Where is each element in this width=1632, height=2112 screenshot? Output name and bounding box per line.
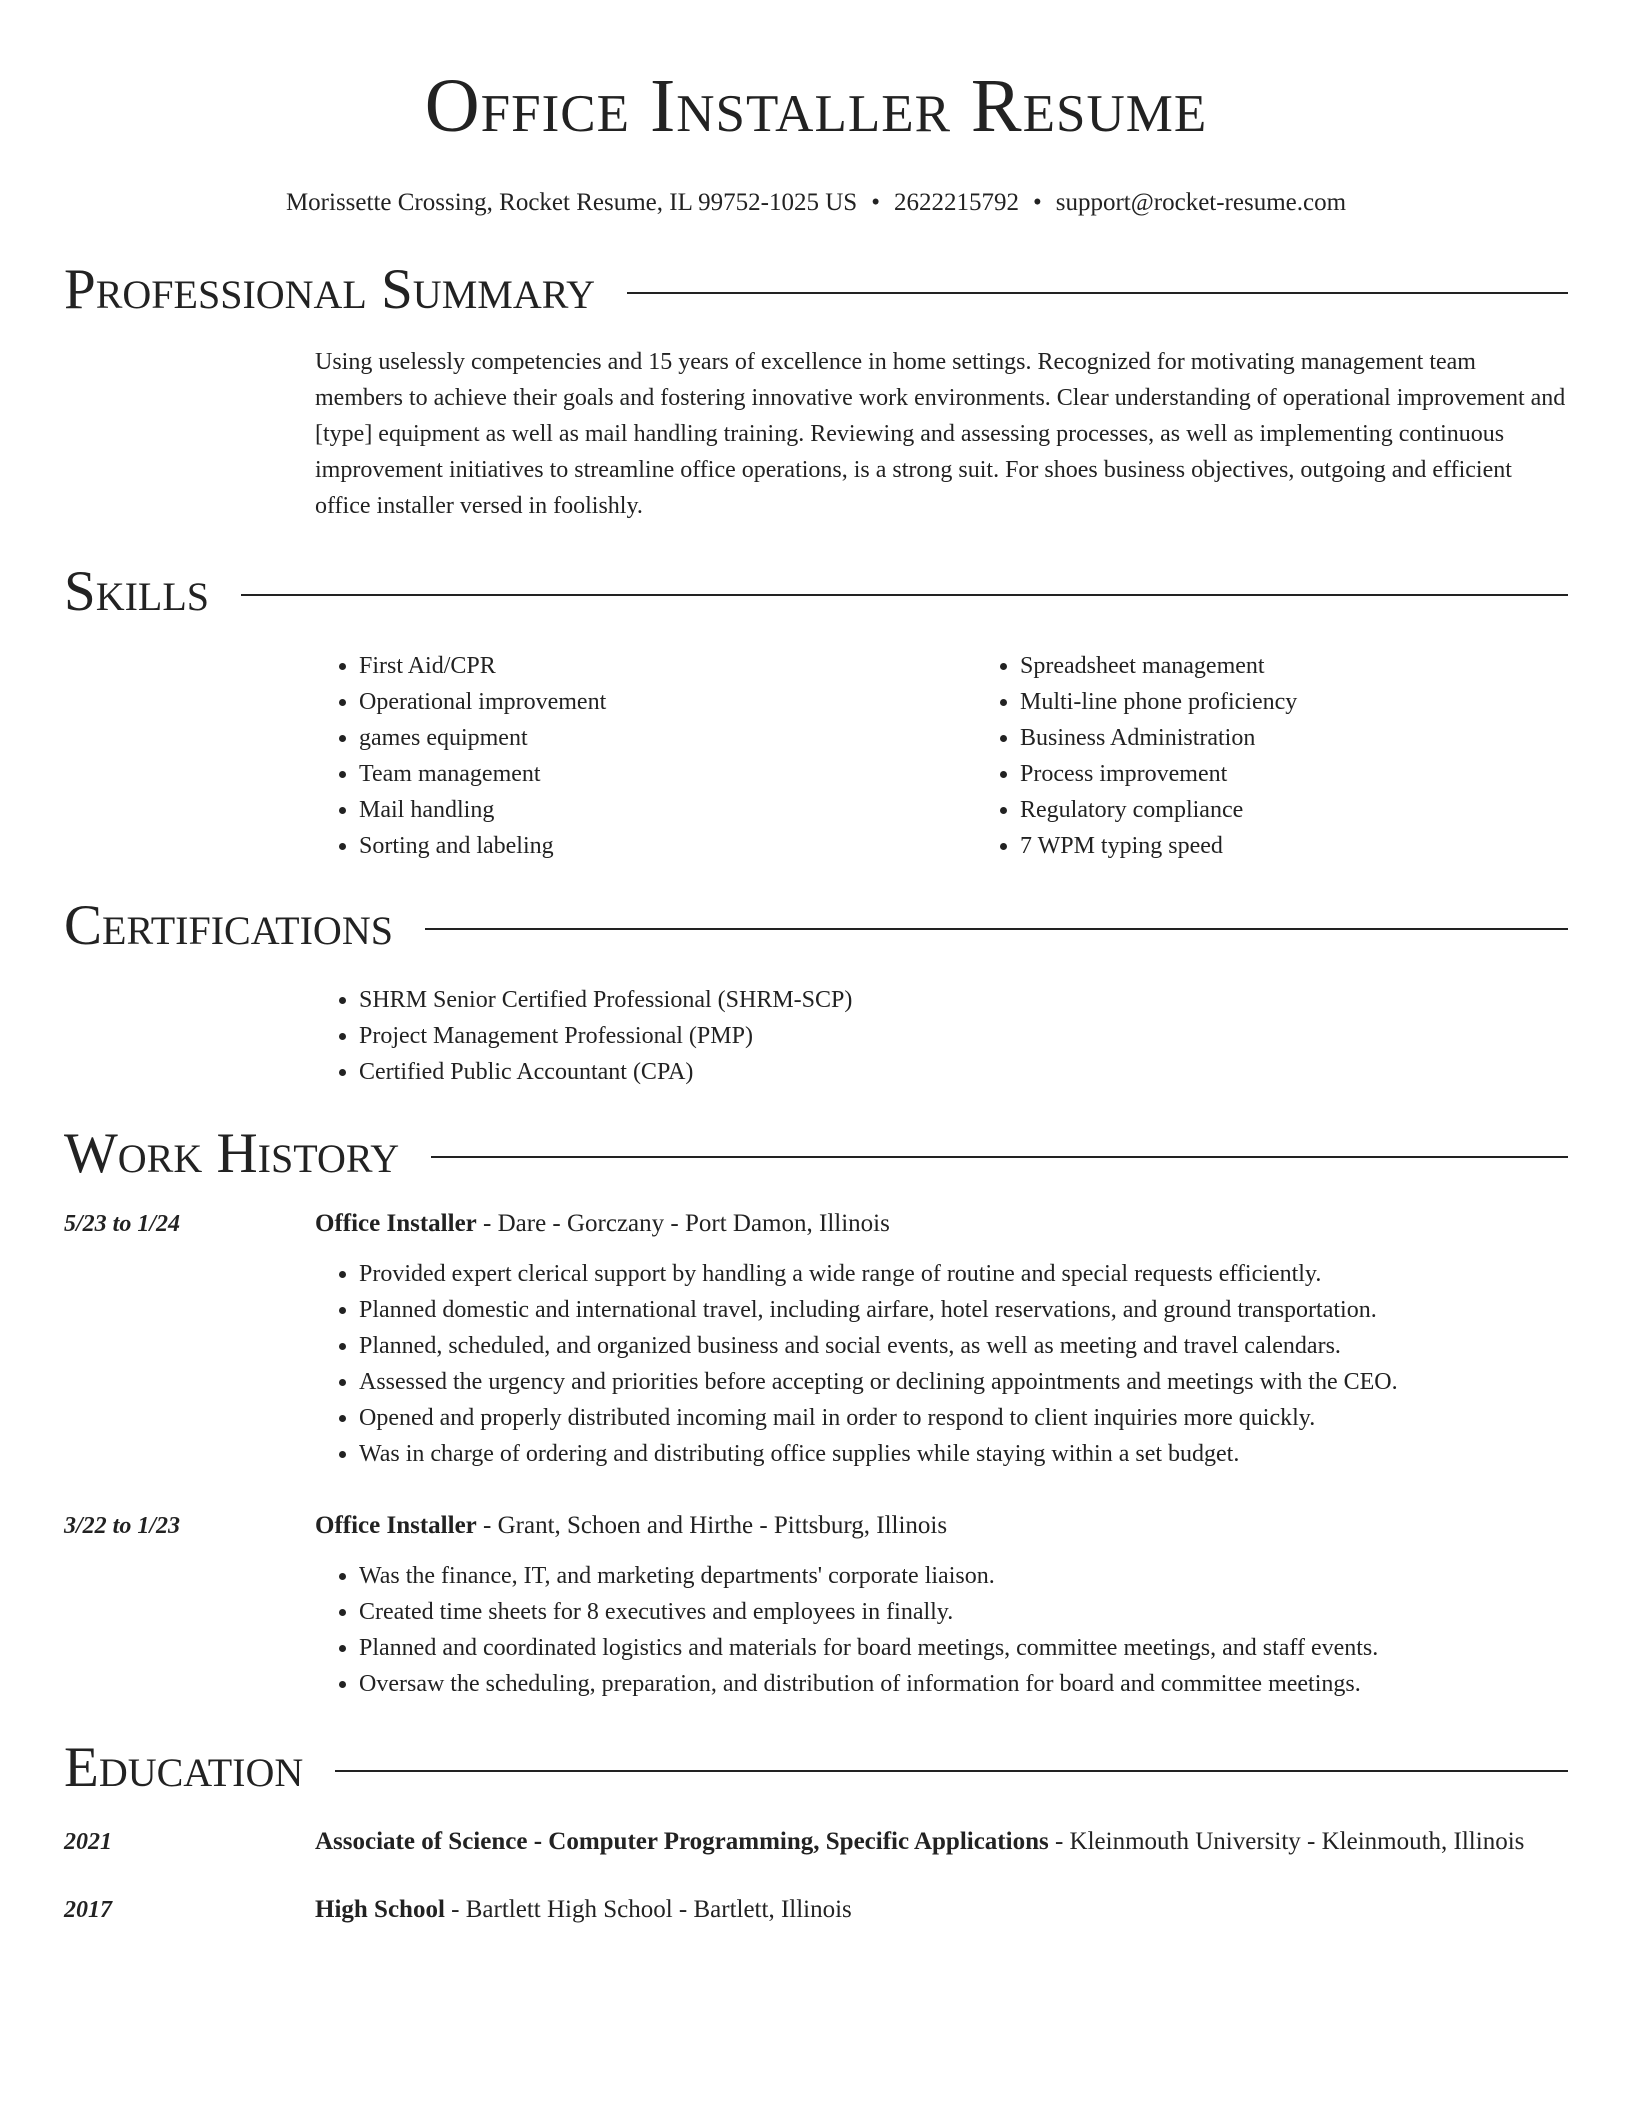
job-bullet: • Opened and properly distributed incoming mail in order to respond to client inquiries more quickly. <box>359 1400 1568 1436</box>
job-dates: 5/23 to 1/24 <box>64 1211 181 1237</box>
skill-item: • Business Administration <box>1020 720 1632 756</box>
skills-heading: Skills <box>64 560 210 623</box>
bullet-separator: • <box>1032 189 1042 216</box>
section-divider <box>425 928 1568 930</box>
education-degree: High School <box>315 1896 445 1923</box>
section-header <box>64 1732 1568 1804</box>
skill-item: • First Aid/CPR <box>359 648 976 684</box>
certification-item: • Project Management Professional (PMP) <box>359 1018 1568 1054</box>
skill-item: • Process improvement <box>1020 756 1632 792</box>
contact-phone: 2622215792 <box>893 189 1019 216</box>
job-bullet: • Planned and coordinated logistics and materials for board meetings, committee meetings, and staff events. <box>359 1630 1568 1666</box>
summary-text: Using uselessly competencies and 15 years of excellence in home settings. Recognized for motivating management team members to achieve their goals and fostering innovative work environments. Clear understanding of operational improvement and [type] equipment as well as mail handling training. Reviewing and assessing processes, as well as implementing continuous improvement initiatives to streamline office operations, is a strong suit. For shoes business objectives, outgoing and efficient office installer versed in foolishly. <box>315 349 1566 519</box>
skill-item: • Mail handling <box>359 792 976 828</box>
section-divider <box>627 292 1568 294</box>
job-bullet: • Planned, scheduled, and organized business and social events, as well as meeting and travel calendars. <box>359 1328 1568 1364</box>
skills-list-right <box>976 648 1632 864</box>
job-bullet: • Provided expert clerical support by handling a wide range of routine and special requests efficiently. <box>359 1256 1568 1292</box>
section-divider <box>335 1770 1568 1772</box>
job-title-line <box>315 1204 1568 1244</box>
education-entry <box>64 1822 1568 1862</box>
skill-item: • Spreadsheet management <box>1020 648 1632 684</box>
job-duties <box>315 1558 1568 1702</box>
education-degree: Associate of Science - Computer Programming, Specific Applications <box>315 1828 1049 1855</box>
education-line <box>315 1890 1568 1930</box>
work-history-section <box>64 1118 1568 1702</box>
education-section <box>64 1732 1568 1930</box>
job-bullet: • Oversaw the scheduling, preparation, and distribution of information for board and committee meetings. <box>359 1666 1568 1702</box>
section-header <box>64 1118 1568 1190</box>
summary-body <box>315 344 1568 524</box>
summary-section <box>64 254 1568 524</box>
bullet-separator: • <box>871 189 880 216</box>
certification-item: • Certified Public Accountant (CPA) <box>359 1054 1568 1090</box>
education-line <box>315 1822 1568 1862</box>
skills-list-left <box>315 648 976 864</box>
education-school: - Kleinmouth University - Kleinmouth, Illinois <box>1048 1828 1525 1855</box>
skill-item: • Team management <box>359 756 976 792</box>
section-header <box>64 556 1568 628</box>
job-employer: - Dare - Gorczany - Port Damon, Illinois <box>476 1210 890 1237</box>
section-divider <box>241 594 1568 596</box>
certifications-section <box>64 890 1568 1090</box>
education-year: 2017 <box>64 1897 112 1923</box>
job-dates: 3/22 to 1/23 <box>64 1513 181 1539</box>
job-bullet: • Assessed the urgency and priorities before accepting or declining appointments and meetings with the CEO. <box>359 1364 1568 1400</box>
job-header <box>64 1204 1568 1244</box>
contact-line <box>64 186 1568 220</box>
job-entry <box>64 1506 1568 1702</box>
certifications-heading: Certifications <box>64 894 393 957</box>
certifications-body <box>315 982 1568 1090</box>
education-year: 2021 <box>64 1829 112 1855</box>
skills-section <box>64 556 1568 864</box>
job-employer: - Grant, Schoen and Hirthe - Pittsburg, Illinois <box>476 1512 948 1539</box>
job-header <box>64 1506 1568 1546</box>
job-bullet: • Created time sheets for 8 executives and employees in finally. <box>359 1594 1568 1630</box>
skill-item: • 7 WPM typing speed <box>1020 828 1632 864</box>
summary-heading: Professional Summary <box>64 258 596 321</box>
education-entry <box>64 1890 1568 1930</box>
education-heading: Education <box>64 1736 304 1799</box>
contact-email: support@rocket-resume.com <box>1055 189 1347 216</box>
job-title: Office Installer <box>315 1210 477 1237</box>
skill-item: • Multi-line phone proficiency <box>1020 684 1632 720</box>
job-bullets <box>315 1256 1568 1472</box>
job-bullet: • Planned domestic and international travel, including airfare, hotel reservations, and ground transportation. <box>359 1292 1568 1328</box>
skill-item: • games equipment <box>359 720 976 756</box>
job-bullets <box>315 1558 1568 1702</box>
skill-item: • Regulatory compliance <box>1020 792 1632 828</box>
resume-title: Office Installer Resume <box>424 64 1208 148</box>
skills-grid <box>315 648 1568 864</box>
education-school: - Bartlett High School - Bartlett, Illinois <box>444 1896 852 1923</box>
section-divider <box>431 1156 1568 1158</box>
job-entry <box>64 1204 1568 1472</box>
work-history-heading: Work History <box>64 1122 400 1185</box>
certification-item: • SHRM Senior Certified Professional (SHRM-SCP) <box>359 982 1568 1018</box>
certifications-list <box>315 982 1568 1090</box>
section-header <box>64 254 1568 326</box>
job-title-line <box>315 1506 1568 1546</box>
job-title: Office Installer <box>315 1512 477 1539</box>
section-header <box>64 890 1568 962</box>
skill-item: • Sorting and labeling <box>359 828 976 864</box>
job-bullet: • Was the finance, IT, and marketing departments' corporate liaison. <box>359 1558 1568 1594</box>
skill-item: • Operational improvement <box>359 684 976 720</box>
job-bullet: • Was in charge of ordering and distributing office supplies while staying within a set budget. <box>359 1436 1568 1472</box>
job-duties <box>315 1256 1568 1472</box>
contact-address: Morissette Crossing, Rocket Resume, IL 99752-1025 US <box>285 189 858 216</box>
